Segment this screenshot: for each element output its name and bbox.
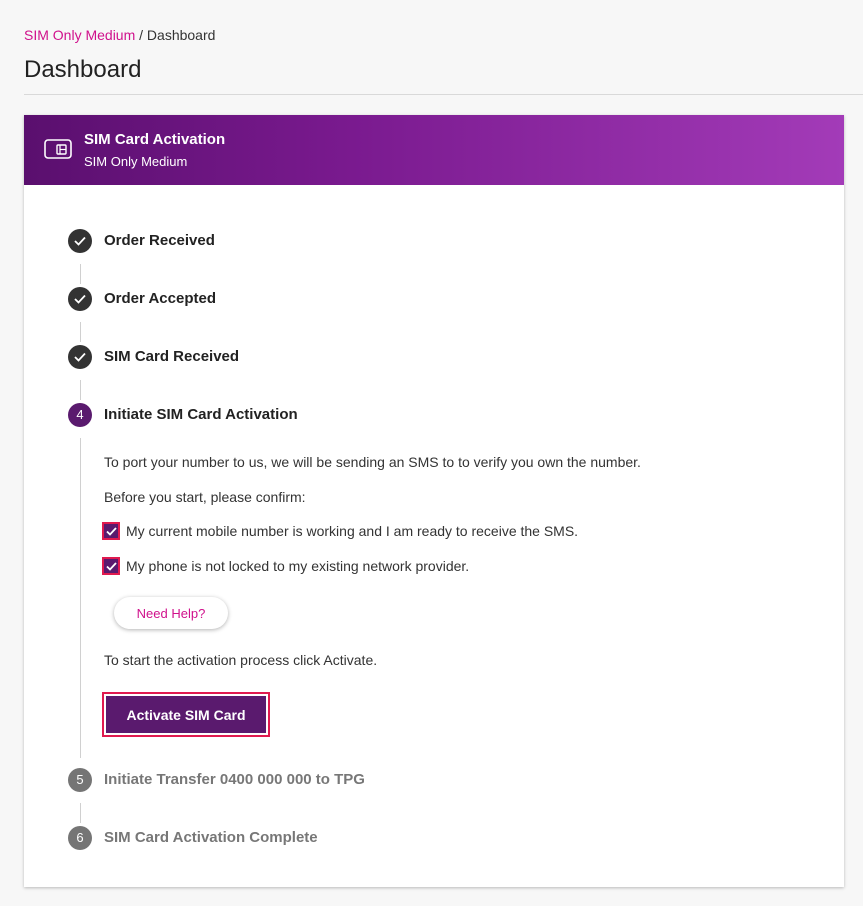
check-icon — [68, 229, 92, 253]
page-title: Dashboard — [24, 56, 142, 83]
step-connector — [80, 264, 81, 284]
card-header — [24, 115, 844, 185]
check-icon — [68, 345, 92, 369]
step-connector — [80, 380, 81, 400]
confirm-prompt-text: Before you start, please confirm: — [104, 489, 306, 505]
step-number: 5 — [68, 768, 92, 792]
step-label: Order Received — [104, 232, 215, 249]
step-connector — [80, 322, 81, 342]
breadcrumb-current: Dashboard — [146, 27, 216, 43]
check-icon — [68, 287, 92, 311]
step-label: Initiate SIM Card Activation — [104, 406, 298, 423]
checkbox-label: My phone is not locked to my existing network provider. — [126, 558, 470, 574]
step-connector — [80, 438, 81, 758]
activate-button-highlight — [102, 692, 270, 737]
card-subtitle: SIM Only Medium — [84, 154, 188, 169]
step-number: 4 — [68, 403, 92, 427]
activation-card — [24, 115, 844, 887]
activation-intro-text: To port your number to us, we will be sending an SMS to to verify you own the number. — [104, 454, 641, 470]
need-help-button[interactable]: Need Help? — [114, 597, 228, 629]
step-connector — [80, 803, 81, 823]
sim-card-icon — [44, 139, 72, 159]
breadcrumb-separator: / — [135, 27, 147, 43]
breadcrumb — [24, 27, 215, 43]
step-label: SIM Card Received — [104, 348, 240, 365]
activate-sim-card-button[interactable]: Activate SIM Card — [106, 696, 266, 733]
title-divider — [24, 94, 863, 95]
breadcrumb-link-sim-only-medium[interactable]: SIM Only Medium — [24, 27, 136, 43]
checkbox-label: My current mobile number is working and I am ready to receive the SMS. — [126, 523, 579, 539]
step-label: Initiate Transfer 0400 000 000 to TPG — [104, 771, 365, 788]
step-number: 6 — [68, 826, 92, 850]
step-label: SIM Card Activation Complete — [104, 829, 318, 846]
number-working-checkbox[interactable] — [102, 522, 120, 540]
step-label: Order Accepted — [104, 290, 216, 307]
card-title: SIM Card Activation — [84, 131, 226, 148]
start-instructions-text: To start the activation process click Activate. — [104, 652, 378, 668]
phone-unlocked-checkbox[interactable] — [102, 557, 120, 575]
